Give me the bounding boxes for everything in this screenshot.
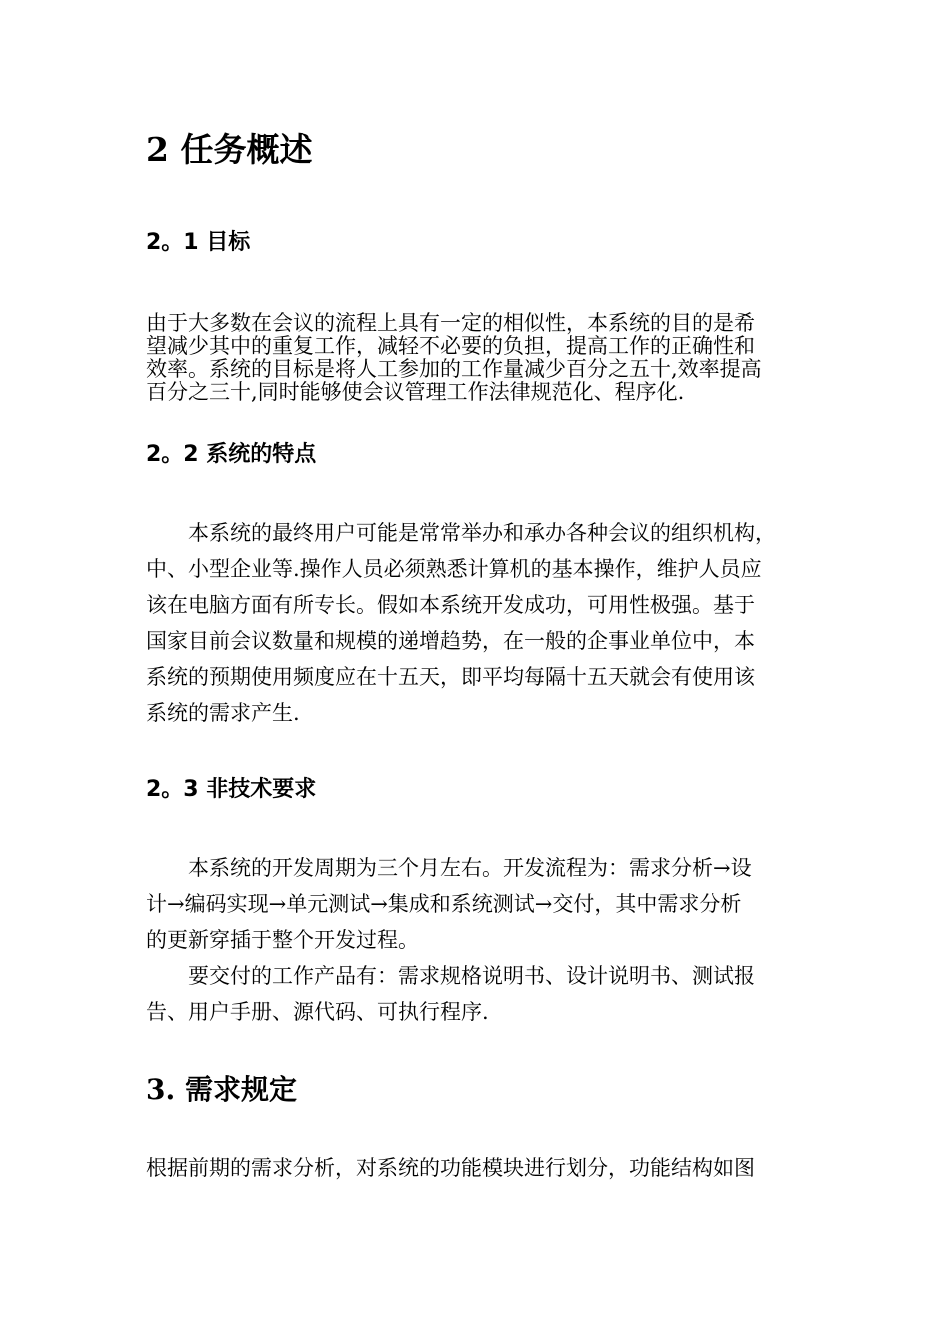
section-3-title: 3. 需求规定 — [146, 1073, 297, 1106]
paragraph-line: 中、小型企业等.操作人员必须熟悉计算机的基本操作，维护人员应 — [146, 557, 762, 581]
section-2-1-paragraph — [146, 312, 836, 404]
paragraph-line: 计→编码实现→单元测试→集成和系统测试→交付，其中需求分析 — [146, 892, 742, 916]
section-2-2-heading: 2。2 系统的特点 — [146, 442, 317, 467]
section-2-2-paragraph — [146, 515, 836, 731]
section-2-1-heading: 2。1 目标 — [146, 230, 251, 255]
section-3-paragraph — [146, 1150, 836, 1186]
paragraph-line: 本系统的最终用户可能是常常举办和承办各种会议的组织机构， — [188, 521, 776, 545]
paragraph-line: 该在电脑方面有所专长。假如本系统开发成功，可用性极强。基于 — [146, 593, 755, 617]
paragraph-line: 国家目前会议数量和规模的递增趋势，在一般的企事业单位中，本 — [146, 629, 755, 653]
paragraph-line: 百分之三十,同时能够使会议管理工作法律规范化、程序化. — [146, 380, 685, 404]
paragraph-line: 告、用户手册、源代码、可执行程序. — [146, 1000, 489, 1024]
paragraph-line: 本系统的开发周期为三个月左右。开发流程为：需求分析→设 — [188, 856, 752, 880]
section-2-3-heading: 2。3 非技术要求 — [146, 777, 317, 802]
paragraph-line: 的更新穿插于整个开发过程。 — [146, 928, 419, 952]
paragraph-line: 根据前期的需求分析，对系统的功能模块进行划分，功能结构如图 — [146, 1156, 755, 1180]
paragraph-line: 效率。系统的目标是将人工参加的工作量减少百分之五十,效率提高 — [146, 357, 762, 381]
paragraph-line: 系统的需求产生. — [146, 701, 300, 725]
section-2-3-paragraph — [146, 850, 836, 1030]
paragraph-line: 由于大多数在会议的流程上具有一定的相似性，本系统的目的是希 — [146, 311, 755, 335]
section-2-title: 2 任务概述 — [146, 130, 313, 169]
paragraph-line: 系统的预期使用频度应在十五天，即平均每隔十五天就会有使用该 — [146, 665, 755, 689]
paragraph-line: 要交付的工作产品有：需求规格说明书、设计说明书、测试报 — [188, 964, 755, 988]
paragraph-line: 望减少其中的重复工作，减轻不必要的负担，提高工作的正确性和 — [146, 334, 755, 358]
